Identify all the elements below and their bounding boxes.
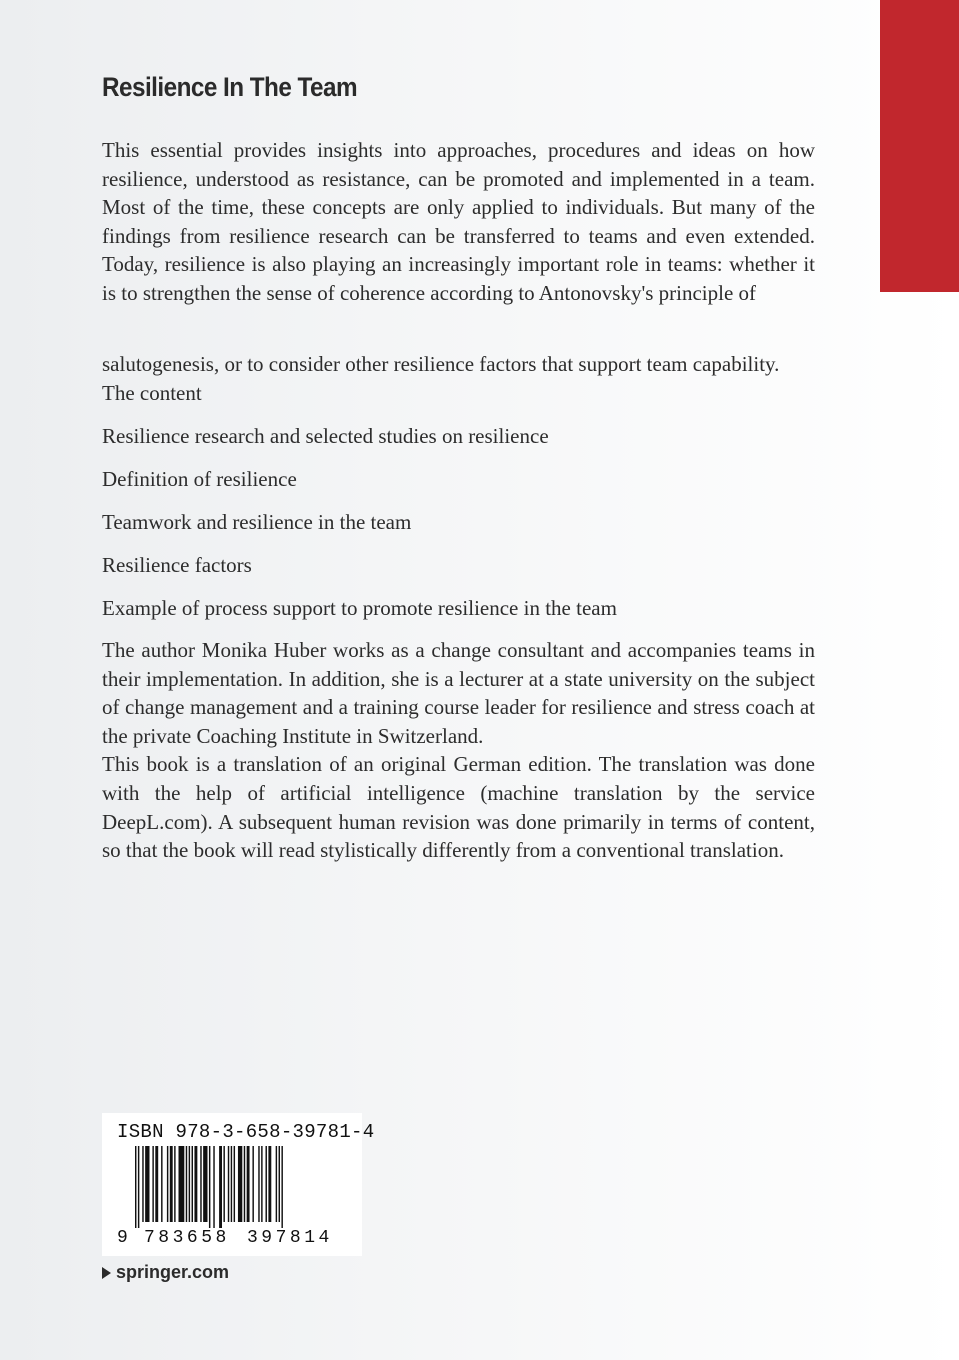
barcode-image <box>135 1146 335 1228</box>
barcode-bar <box>252 1146 253 1222</box>
barcode-bar <box>200 1146 201 1222</box>
contents-item: Example of process support to promote resilience in the team <box>102 596 617 620</box>
publisher-link[interactable] <box>102 1262 229 1283</box>
barcode-bar <box>203 1146 207 1222</box>
barcode-bar <box>279 1146 280 1222</box>
contents-item: Resilience research and selected studies on resilience <box>102 424 549 448</box>
barcode-bar <box>231 1146 232 1222</box>
barcode-bar <box>244 1146 245 1222</box>
barcode-bar <box>261 1146 262 1222</box>
barcode-bar <box>276 1146 277 1222</box>
barcode-bar <box>167 1146 168 1222</box>
contents-item: Teamwork and resilience in the team <box>102 510 412 534</box>
barcode-bar <box>258 1146 259 1222</box>
isbn-barcode-box <box>102 1113 375 1256</box>
barcode-bar <box>179 1146 185 1222</box>
barcode-bar <box>209 1146 210 1228</box>
barcode-bar <box>213 1146 214 1228</box>
ean-first-digit: 9 <box>117 1228 128 1248</box>
contents-list <box>102 422 815 637</box>
barcode-bar <box>247 1146 250 1222</box>
barcode-bar <box>268 1146 271 1222</box>
barcode-bar <box>155 1146 158 1222</box>
barcode-bar <box>152 1146 153 1222</box>
barcode-bar <box>161 1146 162 1222</box>
barcode-bar <box>234 1146 235 1222</box>
barcode-bar <box>192 1146 193 1222</box>
barcode-bar <box>194 1146 197 1222</box>
ean-left-digits: 783658 <box>144 1228 230 1248</box>
author-section <box>102 636 815 865</box>
barcode-bar <box>228 1146 229 1222</box>
red-accent-tab <box>880 0 959 292</box>
isbn-number: ISBN 978-3-658-39781-4 <box>117 1121 375 1143</box>
barcode-bar <box>266 1146 267 1222</box>
barcode-bar <box>145 1146 149 1222</box>
barcode-bar <box>238 1146 242 1222</box>
barcode-bar <box>138 1146 139 1228</box>
barcode-bar <box>219 1146 222 1228</box>
author-paragraph: The author Monika Huber works as a change consultant and accompanies teams in their implementation. In addition, she is a lecturer at a state university on the subject of change management and a training course leader for resilience and stress coach at the private Coaching Institute in Switzerland. <box>102 638 815 748</box>
barcode-bar <box>174 1146 175 1222</box>
contents-item: Definition of resilience <box>102 467 297 491</box>
barcode-bar <box>189 1146 190 1222</box>
book-title: Resilience In The Team <box>102 72 358 102</box>
publisher-link-text[interactable]: springer.com <box>116 1262 230 1282</box>
ean-right-digits: 397814 <box>247 1228 333 1248</box>
barcode-bar <box>281 1146 282 1228</box>
barcode-bar <box>135 1146 136 1228</box>
barcode-bar <box>223 1146 224 1222</box>
translation-note-paragraph: This book is a translation of an original German edition. The translation was done with the help of artificial intelligence (machine translation by the service DeepL.com). A subsequent human revision was done primarily in terms of content, so that the book will read stylistically differently from a conventional translation. <box>102 752 815 863</box>
barcode-bar <box>170 1146 173 1222</box>
description-paragraph-2: salutogenesis, or to consider other resilience factors that support team capability. The content <box>102 352 780 405</box>
triangle-arrow-icon <box>102 1267 111 1279</box>
contents-item: Resilience factors <box>102 553 252 577</box>
description-paragraph-1: This essential provides insights into approaches, procedures and ideas on how resilience, understood as resistance, can be promoted and implemented in a team. Most of the time, these concepts are only applied to individuals. But many of the findings from resilience research can be transferred to teams and even extended. Today, resilience is also playing an increasingly important role in teams: whether it is to strengthen the sense of coherence according to Antonovsky's principle of <box>102 138 815 305</box>
barcode-bar <box>142 1146 143 1222</box>
barcode-bar <box>186 1146 187 1222</box>
